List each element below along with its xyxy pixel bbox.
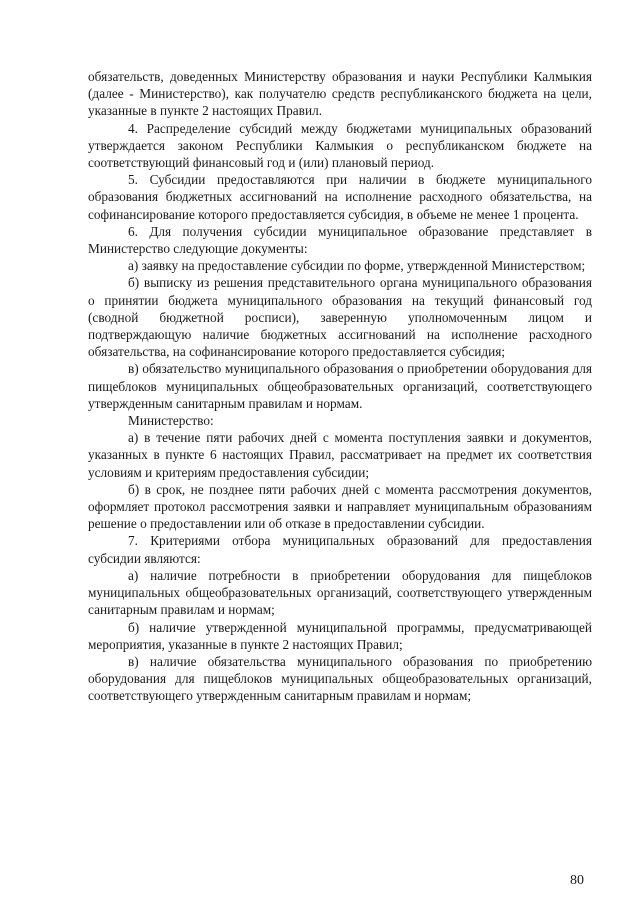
paragraph: а) в течение пяти рабочих дней с момента поступления заявки и документов, указанных в пункте 6 настоящих Правил, рассматривает на предмет их соответствия условиям и критериям предоставления субсидии; [88, 430, 592, 480]
paragraph: б) наличие утвержденной муниципальной программы, предусматривающей мероприятия, указанные в пункте 2 настоящих Правил; [88, 619, 592, 652]
paragraph: 7. Критериями отбора муниципальных образований для предоставления субсидии являются: [88, 533, 592, 566]
paragraph: б) в срок, не позднее пяти рабочих дней с момента рассмотрения документов, оформляет протокол рассмотрения заявки и направляет муниципальным образованиям решение о предоставлении или об отказе в предоставлении субсидии. [88, 481, 592, 532]
document-body [88, 68, 592, 705]
paragraph: б) выписку из решения представительного органа муниципального образования о принятии бюджета муниципального образования на текущий финансовый год (сводной бюджетной росписи), заверенную уполномоченным лицом и подтверждающую наличие бюджетных ассигнований на исполнение расходного обязательства, на софинансирование которого предоставляется субсидия; [88, 275, 592, 360]
paragraph: в) обязательство муниципального образования о приобретении оборудования для пищеблоков муниципальных общеобразовательных организаций, соответствующего утвержденным санитарным правилам и нормам. [88, 361, 592, 411]
paragraph: Министерство: [128, 413, 214, 429]
paragraph: 4. Распределение субсидий между бюджетами муниципальных образований утверждается законом Республики Калмыкия о республиканском бюджете на соответствующий финансовый год и (или) плановый период. [88, 120, 592, 171]
page-number: 80 [570, 873, 584, 888]
paragraph: в) наличие обязательства муниципального образования по приобретению оборудования для пищеблоков муниципальных общеобразовательных организаций, соответствующего утвержденным санитарным правилам и нормам; [88, 653, 592, 704]
paragraph: обязательств, доведенных Министерству образования и науки Республики Калмыкия (далее - Министерство), как получателю средств республиканского бюджета на цели, указанные в пункте 2 настоящих Правил. [88, 69, 592, 119]
paragraph: а) заявку на предоставление субсидии по форме, утвержденной Министерством; [128, 258, 586, 274]
paragraph: 6. Для получения субсидии муниципальное образование представляет в Министерство следующие документы: [88, 223, 592, 257]
paragraph: 5. Субсидии предоставляются при наличии в бюджете муниципального образования бюджетных ассигнований на исполнение расходного обязательства, на софинансирование которого предоставляется субсидия, в объеме не менее 1 процента. [88, 172, 592, 222]
paragraph: а) наличие потребности в приобретении оборудования для пищеблоков муниципальных общеобразовательных организаций, соответствующего утвержденным санитарным правилам и нормам; [88, 567, 592, 618]
